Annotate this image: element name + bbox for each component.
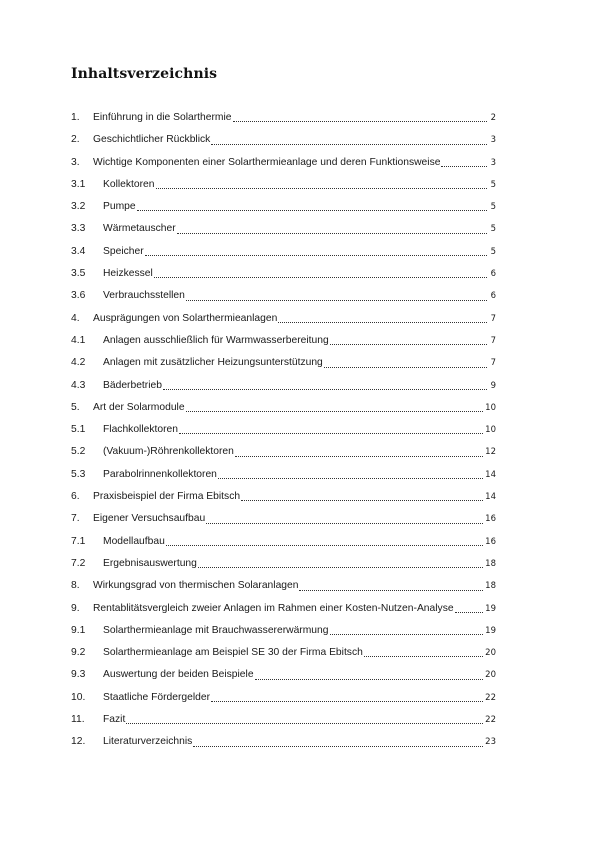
toc-entry[interactable]: [71, 397, 496, 419]
toc-entry-page: 6: [490, 269, 496, 280]
toc-entry-label: Rentablitätsvergleich zweier Anlagen im Rahmen einer Kosten-Nutzen-Analyse: [93, 602, 454, 614]
toc-list: [71, 107, 496, 754]
toc-entry[interactable]: [71, 241, 496, 263]
toc-entry-number: 6.: [71, 491, 80, 503]
toc-entry-number: 3.5: [71, 268, 86, 280]
toc-entry-label: Solarthermieanlage mit Brauchwassererwärmung: [103, 624, 329, 636]
toc-dot-leader: [211, 701, 483, 702]
toc-dot-leader: [198, 567, 483, 568]
toc-entry-number: 9.2: [71, 647, 86, 659]
toc-entry[interactable]: [71, 620, 496, 642]
toc-entry-page: 14: [485, 492, 496, 503]
toc-dot-leader: [137, 210, 487, 211]
toc-entry-label: Kollektoren: [103, 178, 155, 190]
toc-entry-number: 8.: [71, 580, 80, 592]
toc-entry-number: 7.2: [71, 557, 86, 569]
toc-entry-page: 22: [485, 715, 496, 726]
toc-dot-leader: [126, 723, 483, 724]
toc-entry-number: 4.1: [71, 334, 86, 346]
toc-dot-leader: [235, 456, 483, 457]
toc-entry[interactable]: [71, 687, 496, 709]
toc-entry-number: 3.2: [71, 201, 86, 213]
toc-dot-leader: [193, 746, 483, 747]
toc-entry-label: Speicher: [103, 245, 144, 257]
toc-entry-page: 19: [485, 603, 496, 614]
toc-entry-label: Anlagen ausschließlich für Warmwasserbereitung: [103, 334, 329, 346]
toc-entry-page: 22: [485, 692, 496, 703]
toc-entry[interactable]: [71, 285, 496, 307]
toc-entry-page: 9: [490, 380, 496, 391]
toc-entry-label: Pumpe: [103, 201, 136, 213]
toc-entry-page: 7: [490, 313, 496, 324]
toc-entry-page: 16: [485, 514, 496, 525]
toc-title: Inhaltsverzeichnis: [71, 66, 218, 82]
toc-entry-label: Bäderbetrieb: [103, 379, 162, 391]
toc-dot-leader: [364, 656, 483, 657]
toc-entry[interactable]: [71, 642, 496, 664]
toc-entry[interactable]: [71, 531, 496, 553]
toc-entry[interactable]: [71, 486, 496, 508]
toc-entry-label: Einführung in die Solarthermie: [93, 112, 232, 123]
toc-entry-page: 14: [485, 469, 496, 480]
toc-entry-number: 7.1: [71, 535, 86, 547]
toc-entry-number: 7.: [71, 513, 80, 525]
toc-entry-page: 10: [485, 402, 496, 413]
toc-entry-number: 3.4: [71, 245, 86, 257]
toc-dot-leader: [163, 389, 487, 390]
toc-entry-label: Art der Solarmodule: [93, 401, 185, 413]
toc-entry-number: 1.: [71, 112, 80, 123]
toc-entry[interactable]: [71, 731, 496, 753]
toc-entry-page: 3: [490, 157, 496, 168]
toc-entry[interactable]: [71, 107, 496, 129]
toc-entry-page: 5: [490, 246, 496, 257]
toc-entry[interactable]: [71, 196, 496, 218]
toc-entry-number: 9.: [71, 602, 80, 614]
toc-entry[interactable]: [71, 419, 496, 441]
toc-entry-label: Modellaufbau: [103, 535, 165, 547]
toc-entry-page: 18: [485, 581, 496, 592]
toc-entry-label: Flachkollektoren: [103, 424, 178, 436]
toc-entry-label: Praxisbeispiel der Firma Ebitsch: [93, 491, 241, 503]
toc-entry-page: 7: [490, 358, 496, 369]
toc-entry-page: 5: [490, 179, 496, 190]
toc-entry-number: 5.2: [71, 446, 86, 458]
toc-entry-number: 3.6: [71, 290, 86, 302]
toc-entry-label: (Vakuum-)Röhrenkollektoren: [103, 446, 234, 458]
toc-entry[interactable]: [71, 375, 496, 397]
toc-dot-leader: [218, 478, 483, 479]
toc-entry[interactable]: [71, 553, 496, 575]
toc-entry-label: Literaturverzeichnis: [103, 736, 193, 748]
toc-entry[interactable]: [71, 308, 496, 330]
toc-dot-leader: [145, 255, 487, 256]
toc-entry-number: 10.: [71, 691, 86, 703]
toc-entry-label: Fazit: [103, 714, 126, 726]
toc-dot-leader: [206, 523, 483, 524]
toc-entry-page: 2: [490, 113, 496, 123]
toc-entry[interactable]: [71, 575, 496, 597]
toc-entry-label: Anlagen mit zusätzlicher Heizungsunterstützung: [103, 357, 323, 369]
toc-entry-number: 11.: [71, 714, 85, 726]
toc-entry-number: 3.1: [71, 178, 86, 190]
toc-entry-label: Wirkungsgrad von thermischen Solaranlagen: [93, 580, 299, 592]
toc-entry[interactable]: [71, 441, 496, 463]
toc-entry-page: 20: [485, 648, 496, 659]
toc-dot-leader: [156, 188, 487, 189]
toc-entry-page: 18: [485, 558, 496, 569]
toc-entry-number: 9.3: [71, 669, 86, 681]
toc-entry-number: 9.1: [71, 624, 86, 636]
toc-dot-leader: [330, 634, 484, 635]
toc-entry[interactable]: [71, 709, 496, 731]
toc-entry-number: 4.: [71, 312, 80, 324]
toc-entry[interactable]: [71, 508, 496, 530]
toc-entry-number: 4.2: [71, 357, 86, 369]
toc-entry-label: Solarthermieanlage am Beispiel SE 30 der Firma Ebitsch: [103, 647, 363, 659]
toc-entry-number: 5.1: [71, 424, 86, 436]
toc-entry-label: Heizkessel: [103, 268, 153, 280]
toc-entry[interactable]: [71, 152, 496, 174]
toc-entry-page: 16: [485, 536, 496, 547]
toc-dot-leader: [186, 411, 484, 412]
toc-entry-number: 12.: [71, 736, 86, 748]
toc-entry-number: 2.: [71, 134, 80, 146]
toc-entry-label: Verbrauchsstellen: [103, 290, 185, 302]
toc-dot-leader: [211, 144, 487, 145]
toc-entry[interactable]: [71, 129, 496, 151]
toc-dot-leader: [299, 590, 483, 591]
toc-entry-page: 23: [485, 737, 496, 748]
toc-entry-page: 10: [485, 425, 496, 436]
toc-entry-page: 19: [485, 625, 496, 636]
toc-entry-label: Geschichtlicher Rückblick: [93, 134, 211, 146]
toc-dot-leader: [455, 612, 484, 613]
toc-entry[interactable]: [71, 352, 496, 374]
toc-dot-leader: [166, 545, 483, 546]
toc-entry-number: 5.: [71, 401, 80, 413]
toc-entry-label: Parabolrinnenkollektoren: [103, 468, 217, 480]
toc-dot-leader: [324, 367, 487, 368]
toc-entry-label: Wichtige Komponenten einer Solarthermieanlage und deren Funktionsweise: [93, 156, 441, 168]
toc-entry-label: Auswertung der beiden Beispiele: [103, 669, 254, 681]
toc-entry-number: 5.3: [71, 468, 86, 480]
toc-entry[interactable]: [71, 174, 496, 196]
toc-entry-label: Ergebnisauswertung: [103, 557, 197, 569]
toc-dot-leader: [179, 433, 483, 434]
toc-entry-page: 5: [490, 202, 496, 213]
toc-dot-leader: [177, 233, 487, 234]
toc-dot-leader: [241, 500, 483, 501]
toc-entry[interactable]: [71, 218, 496, 240]
toc-entry[interactable]: [71, 664, 496, 686]
toc-entry-number: 3.3: [71, 223, 86, 235]
toc-entry[interactable]: [71, 330, 496, 352]
toc-entry-page: 6: [490, 291, 496, 302]
toc-entry[interactable]: [71, 598, 496, 620]
toc-entry[interactable]: [71, 464, 496, 486]
toc-entry-page: 12: [485, 447, 496, 458]
toc-dot-leader: [441, 166, 487, 167]
toc-dot-leader: [278, 322, 487, 323]
toc-entry-label: Ausprägungen von Solarthermieanlagen: [93, 312, 278, 324]
toc-entry-page: 7: [490, 335, 496, 346]
toc-dot-leader: [330, 344, 487, 345]
toc-entry-label: Eigener Versuchsaufbau: [93, 513, 206, 525]
toc-dot-leader: [233, 121, 487, 122]
toc-entry-number: 3.: [71, 156, 80, 168]
toc-dot-leader: [154, 277, 487, 278]
toc-dot-leader: [255, 679, 484, 680]
toc-entry-label: Staatliche Fördergelder: [103, 691, 211, 703]
toc-entry-number: 4.3: [71, 379, 86, 391]
toc-entry-page: 20: [485, 670, 496, 681]
toc-entry-label: Wärmetauscher: [103, 223, 176, 235]
toc-entry[interactable]: [71, 263, 496, 285]
toc-dot-leader: [186, 300, 487, 301]
toc-entry-page: 3: [490, 135, 496, 146]
toc-entry-page: 5: [490, 224, 496, 235]
